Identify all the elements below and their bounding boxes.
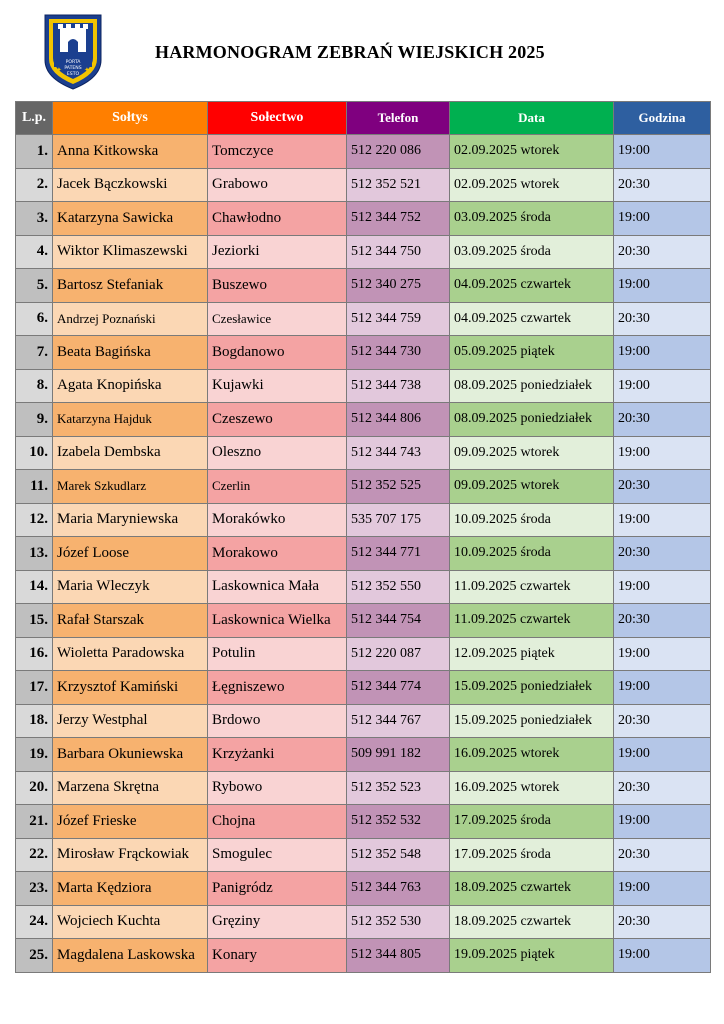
table-row xyxy=(16,805,711,839)
solectwo-name: Oleszno xyxy=(208,436,347,470)
table-row xyxy=(16,771,711,805)
solectwo-name: Brdowo xyxy=(208,704,347,738)
row-number: 1. xyxy=(16,135,53,169)
table-row xyxy=(16,939,711,973)
table-row xyxy=(16,570,711,604)
row-number: 15. xyxy=(16,604,53,638)
table-row xyxy=(16,135,711,169)
meeting-date: 09.09.2025 wtorek xyxy=(450,436,614,470)
solectwo-name: Bogdanowo xyxy=(208,336,347,370)
meeting-time: 19:00 xyxy=(614,135,711,169)
solectwo-name: Czerlin xyxy=(208,470,347,504)
phone-number: 512 344 752 xyxy=(347,202,450,236)
meeting-date: 18.09.2025 czwartek xyxy=(450,905,614,939)
schedule-table xyxy=(15,101,711,973)
solectwo-name: Rybowo xyxy=(208,771,347,805)
row-number: 12. xyxy=(16,503,53,537)
solectwo-name: Panigródz xyxy=(208,872,347,906)
meeting-date: 04.09.2025 czwartek xyxy=(450,302,614,336)
phone-number: 512 344 805 xyxy=(347,939,450,973)
soltys-name: Katarzyna Hajduk xyxy=(53,403,208,437)
solectwo-name: Czeszewo xyxy=(208,403,347,437)
phone-number: 509 991 182 xyxy=(347,738,450,772)
meeting-date: 05.09.2025 piątek xyxy=(450,336,614,370)
meeting-date: 03.09.2025 środa xyxy=(450,202,614,236)
meeting-time: 20:30 xyxy=(614,168,711,202)
phone-number: 512 344 774 xyxy=(347,671,450,705)
meeting-date: 11.09.2025 czwartek xyxy=(450,604,614,638)
meeting-date: 02.09.2025 wtorek xyxy=(450,135,614,169)
phone-number: 512 352 521 xyxy=(347,168,450,202)
phone-number: 512 352 523 xyxy=(347,771,450,805)
meeting-time: 19:00 xyxy=(614,738,711,772)
table-row xyxy=(16,403,711,437)
meeting-time: 19:00 xyxy=(614,872,711,906)
solectwo-name: Jeziorki xyxy=(208,235,347,269)
row-number: 5. xyxy=(16,269,53,303)
header-lp: L.p. xyxy=(16,102,53,135)
soltys-name: Anna Kitkowska xyxy=(53,135,208,169)
header-row xyxy=(16,102,711,135)
soltys-name: Jerzy Westphal xyxy=(53,704,208,738)
row-number: 14. xyxy=(16,570,53,604)
table-row xyxy=(16,302,711,336)
phone-number: 512 340 275 xyxy=(347,269,450,303)
phone-number: 512 352 530 xyxy=(347,905,450,939)
phone-number: 512 220 087 xyxy=(347,637,450,671)
solectwo-name: Chawłodno xyxy=(208,202,347,236)
soltys-name: Józef Frieske xyxy=(53,805,208,839)
soltys-name: Wioletta Paradowska xyxy=(53,637,208,671)
phone-number: 512 344 738 xyxy=(347,369,450,403)
meeting-time: 19:00 xyxy=(614,336,711,370)
soltys-name: Mirosław Frąckowiak xyxy=(53,838,208,872)
meeting-time: 20:30 xyxy=(614,838,711,872)
row-number: 13. xyxy=(16,537,53,571)
header-data: Data xyxy=(450,102,614,135)
phone-number: 512 344 754 xyxy=(347,604,450,638)
row-number: 23. xyxy=(16,872,53,906)
phone-number: 512 344 730 xyxy=(347,336,450,370)
row-number: 25. xyxy=(16,939,53,973)
soltys-name: Barbara Okuniewska xyxy=(53,738,208,772)
header-telefon: Telefon xyxy=(347,102,450,135)
phone-number: 512 344 763 xyxy=(347,872,450,906)
row-number: 4. xyxy=(16,235,53,269)
soltys-name: Katarzyna Sawicka xyxy=(53,202,208,236)
table-row xyxy=(16,470,711,504)
solectwo-name: Morakowo xyxy=(208,537,347,571)
table-row xyxy=(16,704,711,738)
table-row xyxy=(16,269,711,303)
meeting-date: 11.09.2025 czwartek xyxy=(450,570,614,604)
solectwo-name: Tomczyce xyxy=(208,135,347,169)
svg-text:PATENS: PATENS xyxy=(64,66,82,71)
meeting-date: 08.09.2025 poniedziałek xyxy=(450,369,614,403)
phone-number: 512 344 743 xyxy=(347,436,450,470)
meeting-time: 20:30 xyxy=(614,302,711,336)
solectwo-name: Czesławice xyxy=(208,302,347,336)
table-row xyxy=(16,637,711,671)
header-soltys: Sołtys xyxy=(53,102,208,135)
meeting-time: 20:30 xyxy=(614,905,711,939)
row-number: 8. xyxy=(16,369,53,403)
meeting-time: 19:00 xyxy=(614,202,711,236)
svg-text:PORTA: PORTA xyxy=(65,60,81,65)
phone-number: 512 344 806 xyxy=(347,403,450,437)
table-row xyxy=(16,738,711,772)
solectwo-name: Buszewo xyxy=(208,269,347,303)
meeting-date: 17.09.2025 środa xyxy=(450,805,614,839)
page-title: HARMONOGRAM ZEBRAŃ WIEJSKICH 2025 xyxy=(155,42,545,62)
row-number: 20. xyxy=(16,771,53,805)
soltys-name: Marta Kędziora xyxy=(53,872,208,906)
soltys-name: Maria Maryniewska xyxy=(53,503,208,537)
row-number: 3. xyxy=(16,202,53,236)
meeting-time: 20:30 xyxy=(614,771,711,805)
row-number: 17. xyxy=(16,671,53,705)
table-row xyxy=(16,369,711,403)
table-row xyxy=(16,202,711,236)
row-number: 22. xyxy=(16,838,53,872)
soltys-name: Maria Wleczyk xyxy=(53,570,208,604)
soltys-name: Beata Bagińska xyxy=(53,336,208,370)
soltys-name: Andrzej Poznański xyxy=(53,302,208,336)
meeting-date: 16.09.2025 wtorek xyxy=(450,738,614,772)
solectwo-name: Grabowo xyxy=(208,168,347,202)
table-row xyxy=(16,436,711,470)
meeting-time: 19:00 xyxy=(614,269,711,303)
svg-text:✦: ✦ xyxy=(84,66,90,74)
table-row xyxy=(16,537,711,571)
meeting-date: 02.09.2025 wtorek xyxy=(450,168,614,202)
meeting-time: 19:00 xyxy=(614,637,711,671)
soltys-name: Magdalena Laskowska xyxy=(53,939,208,973)
meeting-date: 12.09.2025 piątek xyxy=(450,637,614,671)
soltys-name: Józef Loose xyxy=(53,537,208,571)
soltys-name: Jacek Bączkowski xyxy=(53,168,208,202)
meeting-time: 19:00 xyxy=(614,369,711,403)
meeting-date: 04.09.2025 czwartek xyxy=(450,269,614,303)
solectwo-name: Potulin xyxy=(208,637,347,671)
header-godzina: Godzina xyxy=(614,102,711,135)
table-row xyxy=(16,872,711,906)
crest-logo xyxy=(44,14,102,90)
row-number: 11. xyxy=(16,470,53,504)
meeting-date: 03.09.2025 środa xyxy=(450,235,614,269)
soltys-name: Marzena Skrętna xyxy=(53,771,208,805)
phone-number: 512 344 767 xyxy=(347,704,450,738)
phone-number: 512 344 759 xyxy=(347,302,450,336)
meeting-time: 19:00 xyxy=(614,805,711,839)
meeting-date: 09.09.2025 wtorek xyxy=(450,470,614,504)
meeting-time: 19:00 xyxy=(614,671,711,705)
meeting-date: 08.09.2025 poniedziałek xyxy=(450,403,614,437)
row-number: 19. xyxy=(16,738,53,772)
row-number: 7. xyxy=(16,336,53,370)
row-number: 24. xyxy=(16,905,53,939)
meeting-time: 20:30 xyxy=(614,403,711,437)
meeting-time: 19:00 xyxy=(614,570,711,604)
solectwo-name: Kujawki xyxy=(208,369,347,403)
meeting-time: 19:00 xyxy=(614,939,711,973)
soltys-name: Wiktor Klimaszewski xyxy=(53,235,208,269)
meeting-time: 20:30 xyxy=(614,704,711,738)
meeting-date: 18.09.2025 czwartek xyxy=(450,872,614,906)
row-number: 16. xyxy=(16,637,53,671)
table-row xyxy=(16,838,711,872)
phone-number: 512 352 525 xyxy=(347,470,450,504)
table-row xyxy=(16,235,711,269)
solectwo-name: Konary xyxy=(208,939,347,973)
meeting-time: 20:30 xyxy=(614,537,711,571)
table-row xyxy=(16,168,711,202)
svg-text:✦: ✦ xyxy=(56,66,62,74)
phone-number: 512 344 750 xyxy=(347,235,450,269)
phone-number: 535 707 175 xyxy=(347,503,450,537)
meeting-time: 20:30 xyxy=(614,604,711,638)
row-number: 18. xyxy=(16,704,53,738)
header-solectwo: Sołectwo xyxy=(208,102,347,135)
solectwo-name: Smogulec xyxy=(208,838,347,872)
solectwo-name: Łęgniszewo xyxy=(208,671,347,705)
meeting-date: 10.09.2025 środa xyxy=(450,503,614,537)
row-number: 2. xyxy=(16,168,53,202)
soltys-name: Marek Szkudlarz xyxy=(53,470,208,504)
soltys-name: Krzysztof Kamiński xyxy=(53,671,208,705)
table-row xyxy=(16,604,711,638)
solectwo-name: Morakówko xyxy=(208,503,347,537)
row-number: 10. xyxy=(16,436,53,470)
solectwo-name: Gręziny xyxy=(208,905,347,939)
meeting-date: 10.09.2025 środa xyxy=(450,537,614,571)
phone-number: 512 344 771 xyxy=(347,537,450,571)
meeting-time: 20:30 xyxy=(614,470,711,504)
meeting-time: 19:00 xyxy=(614,503,711,537)
solectwo-name: Laskownica Mała xyxy=(208,570,347,604)
soltys-name: Agata Knopińska xyxy=(53,369,208,403)
solectwo-name: Laskownica Wielka xyxy=(208,604,347,638)
phone-number: 512 352 550 xyxy=(347,570,450,604)
phone-number: 512 352 532 xyxy=(347,805,450,839)
solectwo-name: Chojna xyxy=(208,805,347,839)
meeting-time: 19:00 xyxy=(614,436,711,470)
meeting-date: 16.09.2025 wtorek xyxy=(450,771,614,805)
soltys-name: Izabela Dembska xyxy=(53,436,208,470)
meeting-time: 20:30 xyxy=(614,235,711,269)
table-row xyxy=(16,905,711,939)
meeting-date: 15.09.2025 poniedziałek xyxy=(450,704,614,738)
meeting-date: 19.09.2025 piątek xyxy=(450,939,614,973)
solectwo-name: Krzyżanki xyxy=(208,738,347,772)
phone-number: 512 352 548 xyxy=(347,838,450,872)
table-row xyxy=(16,671,711,705)
svg-text:ESTO: ESTO xyxy=(66,72,80,77)
soltys-name: Rafał Starszak xyxy=(53,604,208,638)
phone-number: 512 220 086 xyxy=(347,135,450,169)
meeting-date: 17.09.2025 środa xyxy=(450,838,614,872)
soltys-name: Wojciech Kuchta xyxy=(53,905,208,939)
row-number: 6. xyxy=(16,302,53,336)
table-row xyxy=(16,336,711,370)
meeting-date: 15.09.2025 poniedziałek xyxy=(450,671,614,705)
row-number: 21. xyxy=(16,805,53,839)
soltys-name: Bartosz Stefaniak xyxy=(53,269,208,303)
row-number: 9. xyxy=(16,403,53,437)
table-row xyxy=(16,503,711,537)
